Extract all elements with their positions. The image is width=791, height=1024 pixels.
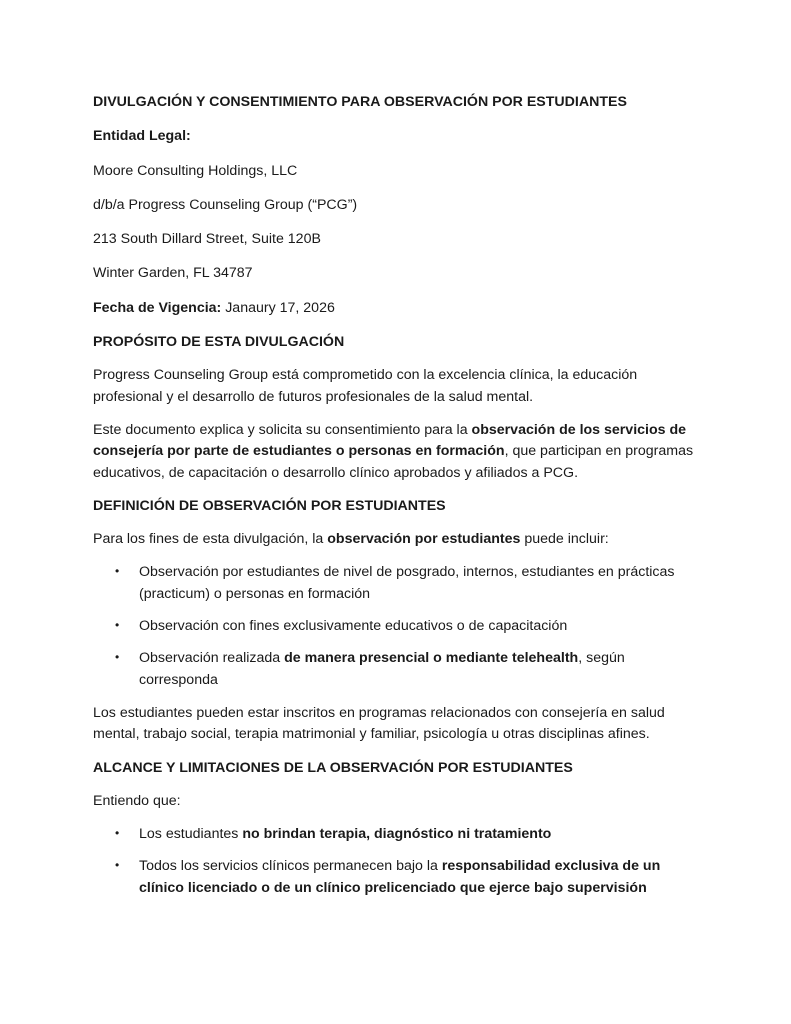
list-item xyxy=(93,824,703,845)
purpose-paragraph-2 xyxy=(93,420,703,484)
section-heading-scope: ALCANCE Y LIMITACIONES DE LA OBSERVACIÓN POR ESTUDIANTES xyxy=(93,759,573,776)
definition-intro xyxy=(93,529,703,550)
section-heading-purpose: PROPÓSITO DE ESTA DIVULGACIÓN xyxy=(93,334,345,351)
scope-bullet1-bold: no brindan terapia, diagnóstico ni tratamiento xyxy=(242,826,552,843)
purpose-p2-bold: observación de los servicios de consejería por parte de estudiantes o personas en formación xyxy=(93,421,687,460)
entity-label: Entidad Legal: xyxy=(93,128,191,145)
list-item: • Observación con fines exclusivamente educativos o de capacitación xyxy=(93,616,703,637)
scope-intro: Entiendo que: xyxy=(93,792,181,809)
effective-date-value: Janaury 17, 2026 xyxy=(221,299,335,316)
list-item: • Observación por estudiantes de nivel de posgrado, internos, estudiantes en prácticas (practicum) o personas en formación xyxy=(93,562,703,605)
scope-bullet1-text: Los estudiantes xyxy=(139,826,243,843)
entity-dba: d/b/a Progress Counseling Group (“PCG”) xyxy=(93,196,358,213)
section-heading-definition: DEFINICIÓN DE OBSERVACIÓN POR ESTUDIANTES xyxy=(93,497,446,514)
effective-date-label: Fecha de Vigencia: xyxy=(93,299,222,316)
purpose-paragraph-1: Progress Counseling Group está comprometido con la excelencia clínica, la educación profesional y el desarrollo de futuros profesionales de la salud mental. xyxy=(93,367,638,405)
scope-bullet2-text: Todos los servicios clínicos permanecen bajo la xyxy=(139,858,442,875)
definition-list xyxy=(93,562,703,690)
document-title: DIVULGACIÓN Y CONSENTIMIENTO PARA OBSERVACIÓN POR ESTUDIANTES xyxy=(93,94,627,110)
effective-date xyxy=(93,298,703,319)
entity-street: 213 South Dillard Street, Suite 120B xyxy=(93,231,321,248)
list-item xyxy=(93,856,703,899)
definition-paragraph: Los estudiantes pueden estar inscritos en programas relacionados con consejería en salud mental, trabajo social, terapia matrimonial y familiar, psicología u otras disciplinas afines. xyxy=(93,704,665,743)
bullet3-bold: de manera presencial o mediante telehealth xyxy=(284,650,579,667)
bullet3-text-a: Observación realizada xyxy=(139,650,285,667)
scope-list xyxy=(93,824,703,899)
entity-name: Moore Consulting Holdings, LLC xyxy=(93,162,298,179)
scope-bullet2-bold: responsabilidad exclusiva de un clínico licenciado o de un clínico prelicenciado que ejerce bajo supervisión xyxy=(139,858,661,896)
document-page xyxy=(93,92,703,911)
purpose-p2-text-a: Este documento explica y solicita su consentimiento para la xyxy=(93,421,472,438)
entity-city: Winter Garden, FL 34787 xyxy=(93,265,253,282)
purpose-p2-text-c: , que participan en programas educativos, de capacitación o desarrollo clínico aprobados y afiliados a PCG. xyxy=(93,443,694,481)
definition-intro-bold: observación por estudiantes xyxy=(327,531,521,548)
definition-intro-c: puede incluir: xyxy=(520,531,609,548)
definition-intro-a: Para los fines de esta divulgación, la xyxy=(93,531,328,548)
bullet3-text-c: , según corresponda xyxy=(139,650,625,688)
list-item xyxy=(93,648,703,691)
